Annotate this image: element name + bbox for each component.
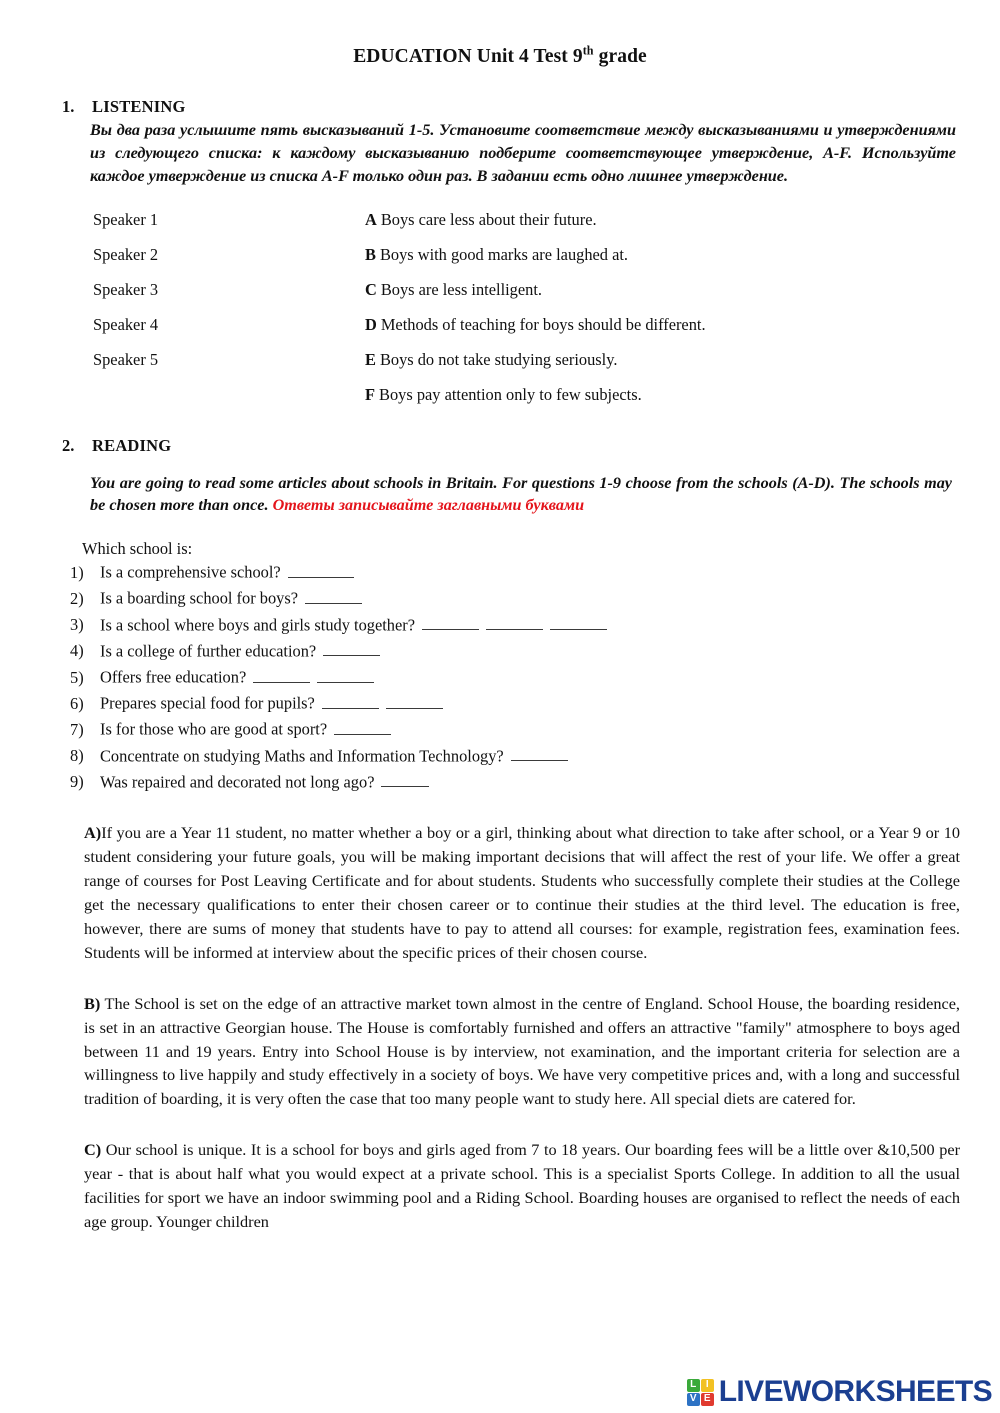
passage-a <box>84 821 960 965</box>
question-prompt: Is a comprehensive school? <box>100 562 281 582</box>
statement-item <box>365 350 1000 370</box>
logo-tile-v: V <box>687 1393 700 1406</box>
listening-title: LISTENING <box>92 97 186 116</box>
question-text <box>100 745 568 767</box>
page-title-tail: grade <box>593 46 647 67</box>
reading-instruction <box>0 458 1000 518</box>
question-text <box>100 692 443 714</box>
question-number: 8) <box>70 746 84 766</box>
statement-text: Boys do not take studying seriously. <box>379 349 618 369</box>
match-row <box>93 280 1000 315</box>
passage-body: Our school is unique. It is a school for boys and girls aged from 7 to 18 years. Our boarding fees will be a little over &10,500 per year - that is about half what you would expect at a private school. This is a specialist Sports College. In addition to all the usual facilities for sport we have an indoor swimming pool and a Riding School. Boarding houses are organised to reflect the needs of each age group. Younger children <box>84 1140 960 1232</box>
question-text <box>100 587 362 609</box>
passage-c <box>84 1138 960 1234</box>
statement-letter: D <box>365 314 377 334</box>
answer-blank[interactable] <box>334 718 391 735</box>
reading-instruction-red: Ответы записывайте заглавными буквами <box>272 496 585 515</box>
question-number: 9) <box>70 772 84 792</box>
passage-label: C) <box>84 1140 102 1160</box>
reading-section <box>0 420 1000 1235</box>
question-number: 4) <box>70 641 84 661</box>
logo-tile-e: E <box>701 1393 714 1406</box>
passage-label: A) <box>84 822 102 842</box>
reading-heading <box>0 420 1000 456</box>
match-row <box>93 245 1000 280</box>
question-text <box>100 718 391 740</box>
question-prompt: Is for those who are good at sport? <box>100 719 328 739</box>
speaker-statement-matching <box>0 210 1000 420</box>
answer-blank[interactable] <box>486 614 543 631</box>
list-item <box>70 745 1000 771</box>
question-prompt: Offers free education? <box>100 667 247 687</box>
liveworksheets-logo[interactable] <box>687 1375 992 1409</box>
speaker-label[interactable]: Speaker 1 <box>93 209 159 229</box>
page-title-main: EDUCATION Unit 4 Test 9 <box>353 46 583 67</box>
list-item <box>70 692 1000 718</box>
match-row <box>93 385 1000 420</box>
question-number: 2) <box>70 588 84 608</box>
statement-item <box>365 315 1000 335</box>
answer-blank[interactable] <box>253 666 310 683</box>
liveworksheets-wordmark: LIVEWORKSHEETS <box>718 1375 992 1408</box>
speaker-label[interactable]: Speaker 3 <box>93 279 159 299</box>
question-text <box>100 640 380 662</box>
passage-body: The School is set on the edge of an attractive market town almost in the centre of England. School House, the boarding residence, is set in an attractive Georgian house. The House is comfortably furnished and offers an attractive "family" atmosphere to boys aged between 11 and 19 years. Entry into School House is by interview, not examination, and the important criteria for selection are a willingness to live happily and study effectively in a society of boys. We have very competitive prices and, with a long and successful tradition of boarding, it is very often the case that too many people want to study here. All special diets are catered for. <box>84 993 960 1109</box>
liveworksheets-logo-icon <box>687 1379 714 1406</box>
passage-b <box>84 992 960 1112</box>
match-row <box>93 315 1000 350</box>
question-number: 7) <box>70 719 84 739</box>
statement-item <box>365 385 1000 405</box>
answer-blank[interactable] <box>317 666 374 683</box>
question-text <box>100 561 354 583</box>
list-item <box>70 718 1000 744</box>
answer-blank[interactable] <box>422 614 479 631</box>
answer-blank[interactable] <box>386 692 443 709</box>
passage-label: B) <box>84 993 101 1013</box>
answer-blank[interactable] <box>381 771 429 788</box>
question-prompt: Was repaired and decorated not long ago? <box>100 772 375 792</box>
list-item <box>70 614 1000 640</box>
listening-number: 1. <box>62 97 75 116</box>
passage-body: If you are a Year 11 student, no matter whether a boy or a girl, thinking about what direction to take after school, or a Year 9 or 10 student considering your future goals, you will be making important decisions that will affect the rest of your life. We offer a great range of courses for Post Leaving Certificate and for about students. Students who successfully complete their studies at the College get the necessary qualifications to enter their chosen career or to continue their studies at the third level. The education is free, however, there are sums of money that students have to pay to attend all courses: for example, registration fees, examination fees. Students will be informed at interview about the specific prices of their chosen course. <box>84 822 960 962</box>
reading-number: 2. <box>62 435 75 455</box>
reading-title: READING <box>92 435 172 455</box>
statement-item <box>365 245 1000 265</box>
statement-letter: C <box>365 279 377 299</box>
question-number: 1) <box>70 562 84 582</box>
listening-heading <box>0 68 1000 117</box>
statement-text: Boys are less intelligent. <box>380 279 542 299</box>
answer-blank[interactable] <box>511 745 568 762</box>
statement-text: Boys care less about their future. <box>380 209 597 229</box>
question-prompt: Prepares special food for pupils? <box>100 693 315 713</box>
reading-question-list <box>0 561 1000 797</box>
question-number: 3) <box>70 615 84 635</box>
listening-section <box>0 68 1000 420</box>
statement-letter: A <box>365 209 377 229</box>
list-item <box>70 587 1000 613</box>
listening-instruction: Вы два раза услышите пять высказываний 1-5. Установите соответствие между высказываниями и утверждениями из следующего списка: к каждому высказыванию подберите соответствующее утверждение, A-F. Используйте каждое утверждение из списка A-F только один раз. В задании есть одно лишнее утверждение. <box>90 121 956 185</box>
page-title-ordinal-suffix: th <box>582 43 594 58</box>
statement-text: Boys with good marks are laughed at. <box>379 244 629 264</box>
statement-text: Methods of teaching for boys should be different. <box>380 314 706 334</box>
speaker-label[interactable]: Speaker 2 <box>93 244 159 264</box>
question-prompt: Is a college of further education? <box>100 641 317 661</box>
logo-tile-l: L <box>687 1379 700 1392</box>
statement-text: Boys pay attention only to few subjects. <box>379 384 642 404</box>
question-prompt: Is a boarding school for boys? <box>100 588 299 608</box>
answer-blank[interactable] <box>323 640 380 657</box>
reading-passages <box>0 797 1000 1234</box>
speaker-label[interactable]: Speaker 5 <box>93 349 159 369</box>
statement-letter: E <box>365 349 376 369</box>
statement-item <box>365 210 1000 230</box>
answer-blank[interactable] <box>322 692 379 709</box>
list-item <box>70 771 1000 797</box>
statement-letter: F <box>365 384 376 404</box>
list-item <box>70 666 1000 692</box>
statement-item <box>365 280 1000 300</box>
list-item <box>70 640 1000 666</box>
speaker-label[interactable]: Speaker 4 <box>93 314 159 334</box>
match-row <box>93 210 1000 245</box>
match-row <box>93 350 1000 385</box>
question-prompt: Concentrate on studying Maths and Information Technology? <box>100 746 504 766</box>
question-prompt: Is a school where boys and girls study together? <box>100 615 415 635</box>
answer-blank[interactable] <box>305 587 362 604</box>
statement-letter: B <box>365 244 376 264</box>
page-title <box>0 0 1000 68</box>
question-text <box>100 666 374 688</box>
list-item <box>70 561 1000 587</box>
answer-blank[interactable] <box>550 614 607 631</box>
question-number: 6) <box>70 693 84 713</box>
answer-blank[interactable] <box>288 561 354 578</box>
which-school-label: Which school is: <box>82 539 193 559</box>
question-number: 5) <box>70 667 84 687</box>
question-text <box>100 614 607 636</box>
question-text <box>100 771 429 793</box>
reading-instruction-black: You are going to read some articles about schools in Britain. For questions 1-9 choose from the schools (A-D). The schools may be chosen more than once. <box>90 473 952 515</box>
logo-tile-i: I <box>701 1379 714 1392</box>
